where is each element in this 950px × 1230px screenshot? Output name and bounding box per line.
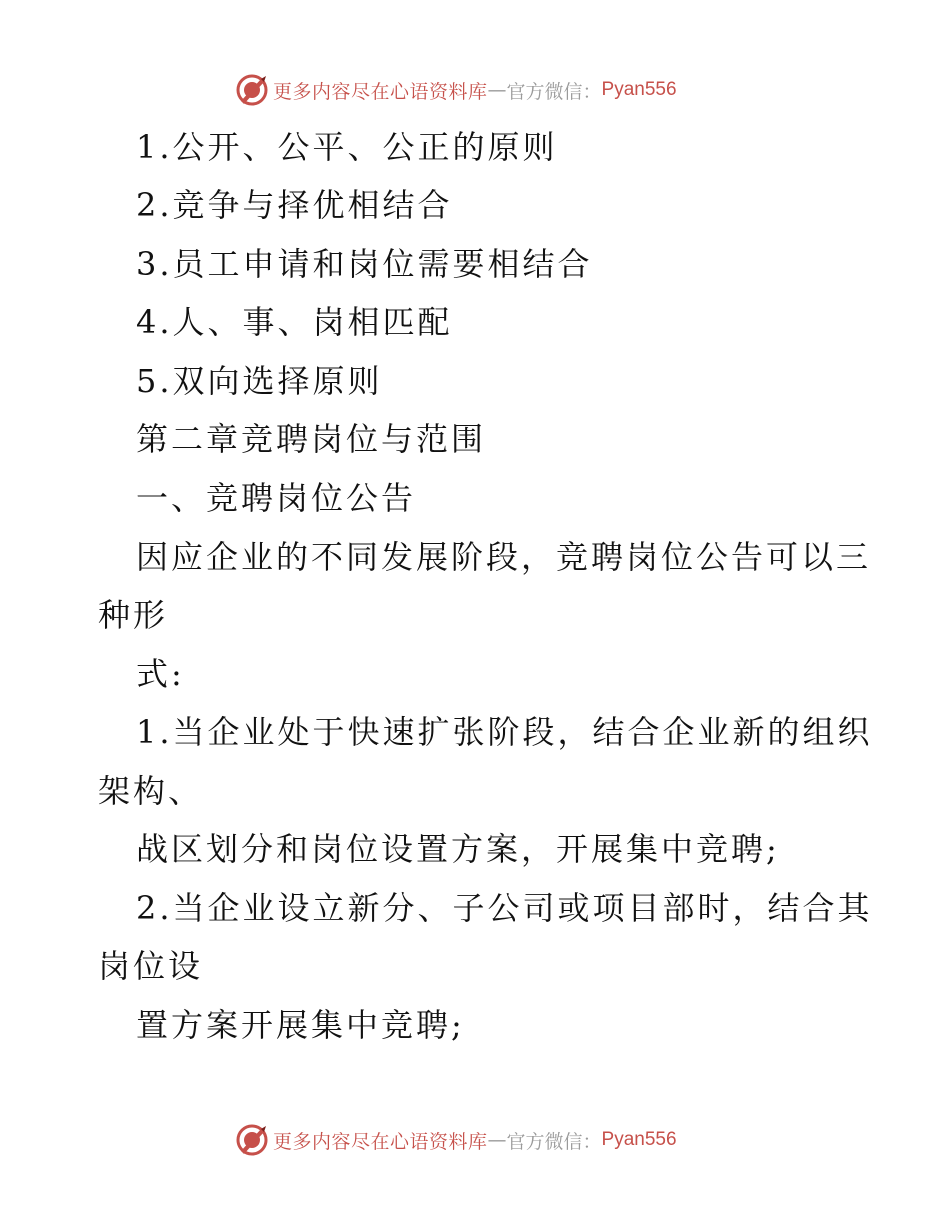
watermark-id: Pyan556 — [601, 79, 677, 100]
watermark-label: 官方微信： — [506, 80, 602, 103]
principle-2: 2.竞争与择优相结合 — [136, 186, 453, 224]
principle-3: 3.员工申请和岗位需要相结合 — [136, 245, 593, 283]
paragraph-line: 1.当企业处于快速扩张阶段，结合企业新的组织 — [136, 713, 873, 751]
chapter-heading: 第二章竞聘岗位与范围 — [136, 420, 487, 458]
watermark-separator: — — [487, 1129, 507, 1151]
paragraph-line: 式: — [136, 655, 185, 693]
paragraph-line: 战区划分和岗位设置方案，开展集中竞聘; — [136, 830, 780, 868]
paragraph-line: 种形 — [98, 596, 169, 634]
paragraph-line: 岗位设 — [98, 947, 204, 985]
watermark-label: 官方微信： — [506, 1130, 602, 1153]
watermark-text: 更多内容尽在心语资料库 — [273, 80, 488, 103]
principle-1: 1.公开、公平、公正的原则 — [136, 128, 558, 166]
principle-4: 4.人、事、岗相匹配 — [136, 303, 453, 341]
section-heading: 一、竞聘岗位公告 — [136, 479, 417, 517]
watermark-text: 更多内容尽在心语资料库 — [273, 1130, 488, 1153]
paragraph-line: 置方案开展集中竞聘; — [136, 1006, 465, 1044]
paragraph-line: 因应企业的不同发展阶段，竞聘岗位公告可以三 — [136, 538, 872, 576]
paragraph-line: 2.当企业设立新分、子公司或项目部时，结合其 — [136, 889, 873, 927]
paragraph-line: 架构、 — [98, 772, 204, 810]
header-watermark — [235, 72, 677, 108]
watermark-separator: — — [487, 79, 507, 101]
principle-5: 5.双向选择原则 — [136, 362, 383, 400]
quill-pen-seal-icon — [235, 1123, 269, 1157]
quill-pen-seal-icon — [235, 73, 269, 107]
footer-watermark — [235, 1122, 677, 1158]
watermark-id: Pyan556 — [601, 1129, 677, 1150]
